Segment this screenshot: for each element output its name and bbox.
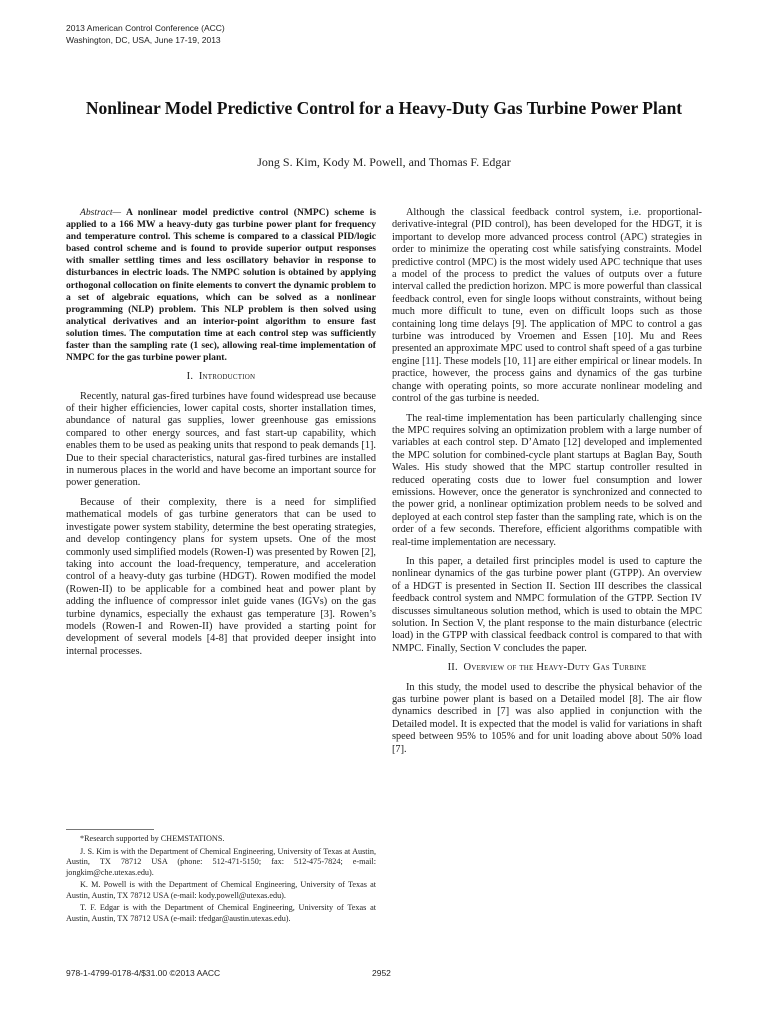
- footnote-divider: [66, 829, 154, 830]
- section-number: I.: [186, 371, 194, 383]
- section-title: Introduction: [198, 371, 256, 383]
- footnote-funding: *Research supported by CHEMSTATIONS.: [80, 834, 225, 843]
- abstract: [66, 207, 376, 364]
- intro-paragraph-2: Because of their complexity, there is a need for simplified mathematical models of gas turbine generators that can be used to investigate power system stability, determine the best operating strategies, and develop contingency plans for system upsets. One of the most commonly used simplified models (Rowen-I) was presented by Rowen [2], taking into account the load-frequency, temperature, and acceleration control of a heavy-duty gas turbine (HDGT). Rowen modified the model (Rowen-II) to be applicable for a combined heat and power plant by adding the influence of compressor inlet guide vanes (IGVs) on the gas turbine dynamics, especially the exhaust gas temperature [3]. Rowen’s models (Rowen-I and Rowen-II) have provided a starting point for development of several models [4-8] that provided deeper insight into internal processes.: [66, 496, 376, 657]
- page-number: 2952: [372, 968, 391, 978]
- paper-authors: Jong S. Kim, Kody M. Powell, and Thomas F. Edgar: [257, 155, 511, 169]
- footnotes: [66, 834, 376, 926]
- left-column: [66, 207, 376, 665]
- body-paragraph-mpc: Although the classical feedback control system, i.e. proportional-derivative-integral (PID control), has been developed for the HDGT, it is important to develop more advanced process control (APC) strategies in order to minimize the operating cost while satisfying constraints. Model predictive control (MPC) is the most widely used APC technique that uses a model of the process to predict the values of outputs over a future interval called the prediction horizon. MPC is more powerful than classical feedback control, even for single loops without constraints, without being much more difficult to tune, even on difficult loops such as those containing long time delays [9]. The application of MPC to control a gas turbine was introduced by Vroemen and Essen [10]. Mu and Rees presented an approximate MPC used to control shaft speed of a gas turbine engine [11]. These models [10, 11] are either empirical or linear models. In practice, however, the process gains and dynamics of the gas turbine change with operating points, so more accurate nonlinear modeling and control of the gas turbine is needed.: [392, 207, 702, 405]
- footnote-edgar: T. F. Edgar is with the Department of Chemical Engineering, University of Texas at Austin, Austin, TX 78712 USA (e-mail: tfedgar@austin.utexas.edu).: [66, 903, 376, 923]
- abstract-text: A nonlinear model predictive control (NMPC) scheme is applied to a 166 MW a heavy-duty gas turbine power plant for frequency and temperature control. This scheme is compared to a classical PID/logic based control scheme and is found to provide superior output responses with smaller settling times and less oscillatory behavior in response to disturbances in electric loads. The NMPC solution is obtained by applying orthogonal collocation on finite elements to convert the dynamic problem to a set of algebraic equations, which can be solved as a nonlinear programming (NLP) problem. This NLP problem is then solved using analytical derivatives and an interior-point algorithm to ensure fast solution times. The computation time at each control step was sufficiently faster than the sampling rate (1 sec), allowing real-time implementation of NMPC for the gas turbine power plant.: [66, 207, 376, 364]
- section-heading-introduction: [66, 371, 376, 383]
- section-heading-overview: [392, 662, 702, 674]
- section-number: II.: [447, 662, 458, 674]
- body-paragraph-outline: In this paper, a detailed first principles model is used to capture the nonlinear dynamics of the gas turbine power plant (GTPP). An overview of a HDGT is presented in Section II. Section III describes the classical feedback control system and NMPC formulation of the GTPP. Section IV discusses simultaneous solution method, which is used to obtain the MPC solution. In Section V, the plant response to the main disturbance (electric load) in the GTPP with classical feedback control is compared to that with NMPC. Finally, Section V concludes the paper.: [392, 555, 702, 654]
- paper-title: Nonlinear Model Predictive Control for a Heavy-Duty Gas Turbine Power Plant: [85, 98, 683, 118]
- right-column: [392, 207, 702, 763]
- footnote-kim: J. S. Kim is with the Department of Chemical Engineering, University of Texas at Austin, Austin, TX 78712 USA (phone: 512-471-5150; fax: 512-475-7824; e-mail: jongkim@che.utexas.edu).: [66, 846, 376, 877]
- section-title: Overview of the Heavy-Duty Gas Turbine: [463, 662, 647, 674]
- copyright-line: 978-1-4799-0178-4/$31.00 ©2013 AACC: [66, 968, 221, 978]
- footnote-powell: K. M. Powell is with the Department of Chemical Engineering, University of Texas at Austin, Austin, TX 78712 USA (e-mail: kody.powell@utexas.edu).: [66, 880, 376, 900]
- body-paragraph-realtime: The real-time implementation has been particularly challenging since the MPC requires solving an optimization problem with a large number of variables at each control step. D’Amato [12] developed and implemented the MPC solution for combined-cycle plant startups at Baglan Bay, South Wales. His study showed that the MPC startup controller resulted in reduced operating costs due to lower fuel consumption and lower emissions. However, once the generator is synchronized and connected to the power grid, a nonlinear optimization problem needs to be solved and deployed at each control step faster than the sampling rate, which is on the order of a few seconds. Therefore, efficient algorithms compatible with real-time implementation are necessary.: [392, 412, 702, 548]
- abstract-label: Abstract—: [80, 207, 122, 218]
- intro-paragraph-1: Recently, natural gas-fired turbines have found widespread use because of their higher efficiencies, lower capital costs, shorter installation times, abundance of natural gas supplies, lower greenhouse gas emissions compared to other energy sources, and fast start-up capability, which enables them to be used as peaking units that respond to peak demands [1]. Due to their special characteristics, natural gas-fired turbines are installed in numerous places in the world and have become an important source for power generation.: [66, 390, 376, 489]
- overview-paragraph-1: In this study, the model used to describe the physical behavior of the gas turbine power plant is based on a Detailed model [8]. The air flow dynamics described in [7] was also applied in conjunction with the Detailed model. It is expected that the model is valid for variations in shaft speed between 95% to 105% and for unit loading above about 50% load [7].: [392, 681, 702, 755]
- conference-name: 2013 American Control Conference (ACC): [66, 23, 225, 33]
- conference-location: Washington, DC, USA, June 17-19, 2013: [66, 35, 221, 45]
- conference-header: [66, 22, 225, 46]
